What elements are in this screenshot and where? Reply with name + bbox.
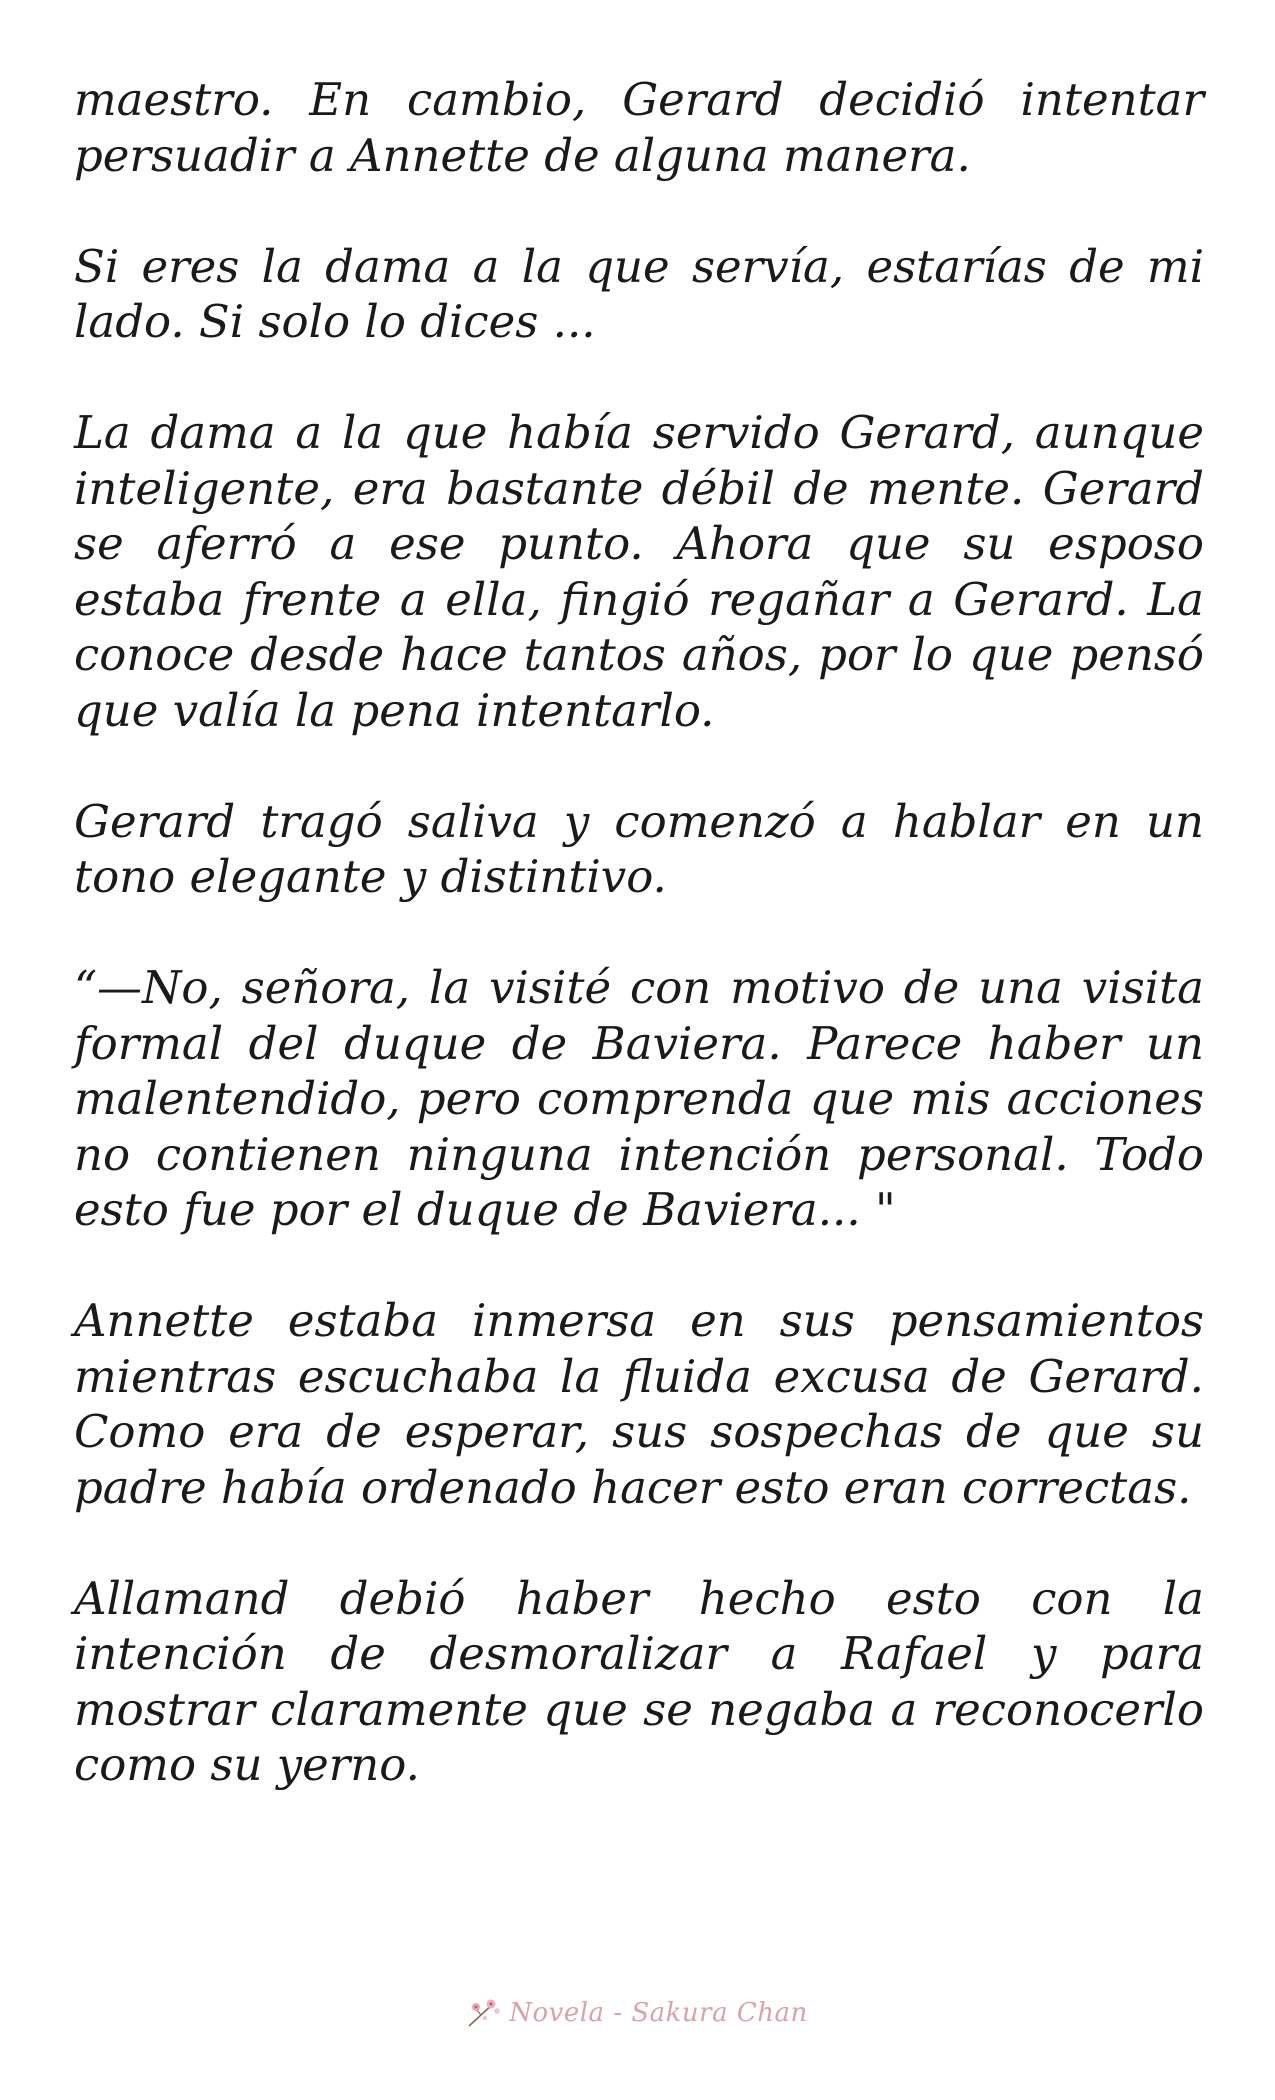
paragraph-5: “—No, señora, la visité con motivo de una visita formal del duque de Baviera. Parece haber un malentendido, pero comprenda que mis acciones no contienen ninguna intención personal. Todo esto fue por el duque de Baviera... "	[74, 961, 1204, 1236]
paragraph-4: Gerard tragó saliva y comenzó a hablar en un tono elegante y distintivo.	[74, 794, 1204, 903]
sakura-blossom-icon	[467, 1998, 501, 2028]
watermark	[0, 1998, 1275, 2028]
paragraph-7: Allamand debió haber hecho esto con la intención de desmoralizar a Rafael y para mostrar claramente que se negaba a reconocerlo como su yerno.	[74, 1571, 1204, 1791]
paragraph-1: maestro. En cambio, Gerard decidió intentar persuadir a Annette de alguna manera.	[74, 73, 1204, 182]
watermark-text: Novela - Sakura Chan	[509, 1998, 808, 2028]
paragraph-6: Annette estaba inmersa en sus pensamientos mientras escuchaba la fluida excusa de Gerard. Como era de esperar, sus sospechas de que su padre había ordenado hacer esto eran correctas.	[74, 1294, 1204, 1514]
paragraph-2: Si eres la dama a la que servía, estarías de mi lado. Si solo lo dices ...	[74, 239, 1204, 348]
document-body	[74, 72, 1204, 1848]
paragraph-3: La dama a la que había servido Gerard, aunque inteligente, era bastante débil de mente. Gerard se aferró a ese punto. Ahora que su esposo estaba frente a ella, fingió regañar a Gerard. La conoce desde hace tantos años, por lo que pensó que valía la pena intentarlo.	[74, 406, 1204, 737]
